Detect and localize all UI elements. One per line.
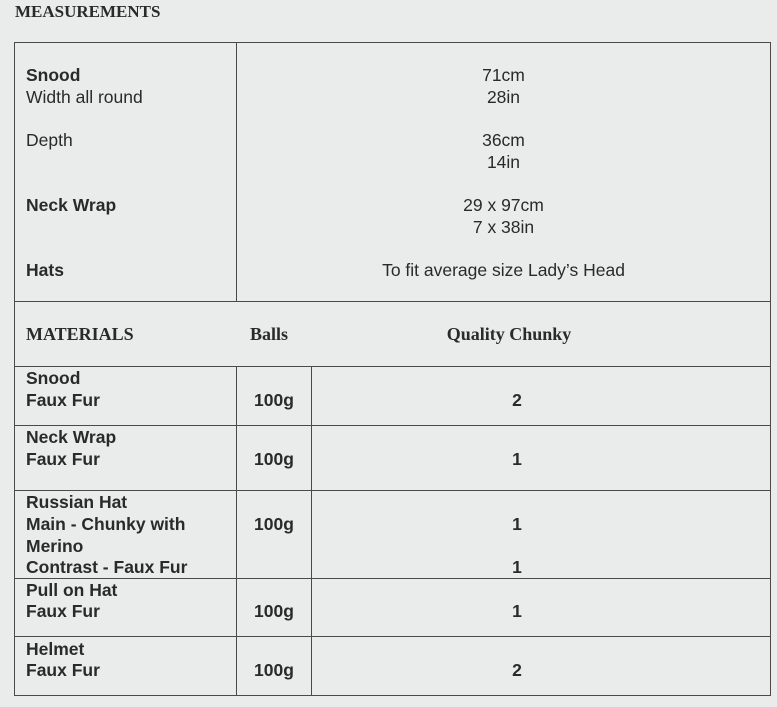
table-divider-row — [14, 490, 771, 491]
snood-width-cm: 71cm — [482, 65, 525, 85]
table-divider-row — [14, 366, 771, 367]
material-item-detail: Faux Fur — [26, 660, 100, 680]
material-balls: 100g — [254, 390, 294, 410]
material-quantity: 2 — [512, 660, 522, 680]
material-balls: 100g — [254, 601, 294, 621]
depth-in: 14in — [486, 152, 521, 172]
hats-label: Hats — [26, 260, 64, 280]
material-balls: 100g — [254, 660, 294, 680]
material-quantity: 1 — [512, 601, 522, 621]
table-divider-materials — [14, 301, 771, 302]
neck-wrap-in: 7 x 38in — [472, 217, 535, 237]
table-border-right — [770, 42, 771, 696]
hats-value: To fit average size Lady’s Head — [382, 260, 625, 280]
material-quantity: 1 — [512, 514, 522, 534]
snood-width-in: 28in — [486, 87, 521, 107]
snood-label: Snood — [26, 65, 81, 85]
material-item-name: Russian Hat — [26, 492, 128, 512]
balls-header: Balls — [250, 324, 289, 344]
quality-header: Quality Chunky — [446, 324, 572, 344]
material-item-detail: Merino — [26, 536, 84, 556]
material-item-name: Helmet — [26, 639, 85, 659]
material-item-name: Neck Wrap — [26, 427, 117, 447]
depth-cm: 36cm — [482, 130, 525, 150]
material-item-detail: Faux Fur — [26, 449, 100, 469]
neck-wrap-cm: 29 x 97cm — [463, 195, 544, 215]
table-border-top — [14, 42, 771, 43]
snood-width-label: Width all round — [26, 87, 143, 107]
material-item-detail: Main - Chunky with — [26, 514, 186, 534]
materials-heading: MATERIALS — [26, 324, 134, 344]
material-quantity: 1 — [512, 557, 522, 577]
material-item-detail: Contrast - Faux Fur — [26, 557, 188, 577]
depth-label: Depth — [26, 130, 73, 150]
material-item-detail: Faux Fur — [26, 601, 100, 621]
measurements-heading: MEASUREMENTS — [15, 2, 161, 21]
material-balls: 100g — [254, 514, 294, 534]
table-border-left — [14, 42, 15, 696]
table-divider-row — [14, 578, 771, 579]
table-border-bottom — [14, 695, 771, 696]
material-balls: 100g — [254, 449, 294, 469]
material-item-detail: Faux Fur — [26, 390, 100, 410]
table-divider-row — [14, 636, 771, 637]
material-item-name: Snood — [26, 368, 81, 388]
neck-wrap-label: Neck Wrap — [26, 195, 117, 215]
table-divider-row — [14, 425, 771, 426]
material-quantity: 2 — [512, 390, 522, 410]
material-item-name: Pull on Hat — [26, 580, 118, 600]
material-quantity: 1 — [512, 449, 522, 469]
